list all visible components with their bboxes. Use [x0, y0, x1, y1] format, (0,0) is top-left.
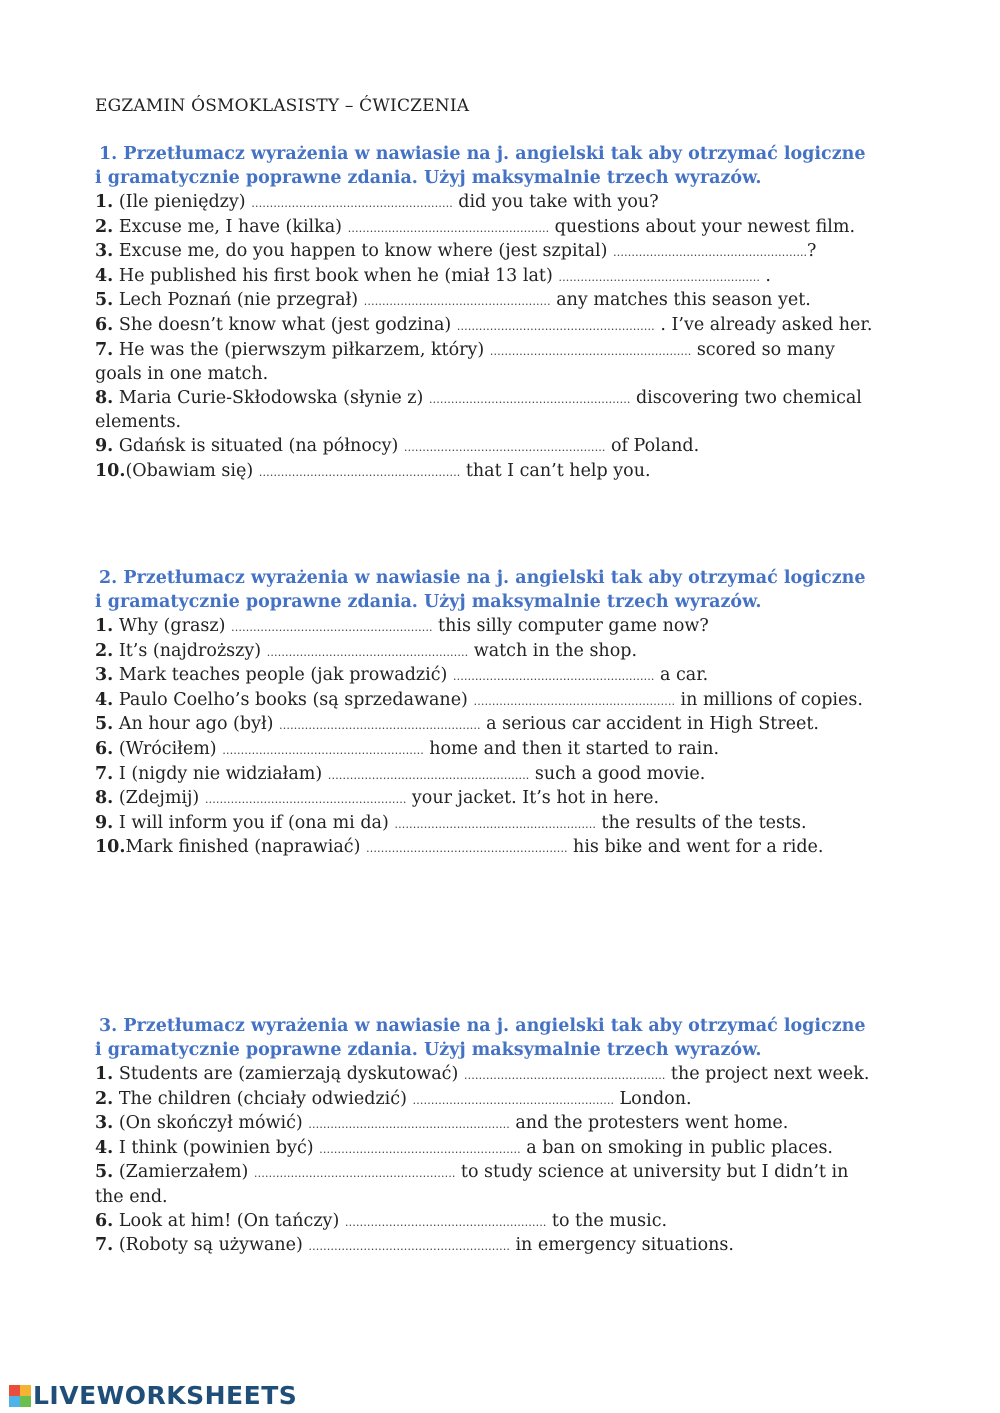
- item-number: 7.: [95, 763, 114, 784]
- answer-blank[interactable]: ……………………………………………….: [412, 1093, 614, 1107]
- item-number: 10.: [95, 460, 126, 481]
- exercise-item: [95, 713, 875, 738]
- item-number: 5.: [95, 714, 114, 735]
- exercise-item: [95, 216, 875, 241]
- item-number: 7.: [95, 339, 114, 360]
- item-number: 5.: [95, 1162, 114, 1183]
- exercise-item: [95, 787, 875, 812]
- item-prompt: Mark finished (naprawiać): [125, 837, 366, 858]
- item-continuation: your jacket. It’s hot in here.: [406, 788, 660, 809]
- item-number: 10.: [95, 837, 126, 858]
- item-continuation: a serious car accident in High Street.: [480, 714, 819, 735]
- item-continuation: home and then it started to rain.: [423, 738, 720, 759]
- item-prompt: She doesn’t know what (jest godzina): [113, 314, 457, 335]
- item-prompt: (Roboty są używane): [113, 1235, 309, 1256]
- item-prompt: Excuse me, do you happen to know where (jest szpital): [113, 241, 614, 262]
- exercise-item: [95, 265, 875, 290]
- item-continuation: and the protesters went home.: [509, 1113, 789, 1134]
- exercise-section-3: [95, 1015, 875, 1259]
- exercise-item: [95, 1063, 875, 1088]
- answer-blank[interactable]: ……………………………………………….: [463, 1069, 666, 1082]
- answer-blank[interactable]: ……………………………………………….: [266, 645, 469, 659]
- exercise-list: [95, 615, 875, 861]
- item-prompt: The children (chciały odwiedzić): [113, 1088, 413, 1109]
- exercise-item: [95, 387, 875, 435]
- answer-blank[interactable]: ……………………………………………….: [258, 465, 461, 479]
- item-number: 5.: [95, 290, 114, 311]
- item-number: 6.: [95, 738, 114, 759]
- exercise-instruction: Przetłumacz wyrażenia w nawiasie na j. angielski tak aby otrzymać logiczne i gramatycznie poprawne zdania. Użyj maksymalnie trzech wyrazów.: [95, 1016, 866, 1060]
- item-continuation: . I’ve already asked her.: [654, 314, 873, 335]
- item-prompt: I will inform you if (ona mi da): [113, 812, 395, 833]
- item-continuation: any matches this season yet.: [550, 290, 811, 311]
- logo-square: [20, 1385, 31, 1396]
- item-number: 4.: [95, 689, 114, 710]
- exercise-instruction: Przetłumacz wyrażenia w nawiasie na j. angielski tak aby otrzymać logiczne i gramatycznie poprawne zdania. Użyj maksymalnie trzech wyrazów.: [95, 568, 866, 612]
- logo-square: [20, 1396, 31, 1407]
- answer-blank[interactable]: ………………………………………………: [456, 319, 655, 333]
- item-continuation: of Poland.: [605, 435, 700, 456]
- answer-blank[interactable]: ……………………………………………….: [230, 621, 433, 634]
- item-prompt: (Wróciłem): [113, 738, 223, 759]
- item-number: 8.: [95, 387, 114, 408]
- answer-blank[interactable]: ……………………………………………….: [319, 1142, 521, 1156]
- item-continuation: .: [759, 265, 771, 286]
- exercise-item: [95, 240, 875, 265]
- answer-blank[interactable]: ……………………………………………….: [365, 842, 568, 856]
- item-continuation: such a good movie.: [529, 763, 706, 784]
- exercise-item: [95, 289, 875, 314]
- item-number: 3.: [95, 241, 114, 262]
- item-continuation: the results of the tests.: [595, 812, 807, 833]
- liveworksheets-logo: [9, 1381, 297, 1411]
- item-prompt: Gdańsk is situated (na północy): [113, 435, 404, 456]
- exercise-number: 1.: [99, 144, 118, 164]
- exercise-item: [95, 664, 875, 689]
- item-number: 3.: [95, 1113, 114, 1134]
- item-continuation: a car.: [654, 665, 709, 686]
- item-continuation: ?: [807, 241, 817, 262]
- exercise-item: [95, 689, 875, 714]
- answer-blank[interactable]: ……………………………………………….: [204, 793, 407, 807]
- logo-square: [9, 1385, 20, 1396]
- exercise-instruction: Przetłumacz wyrażenia w nawiasie na j. angielski tak aby otrzymać logiczne i gramatycznie poprawne zdania. Użyj maksymalnie trzech wyrazów.: [95, 144, 866, 188]
- exercise-heading: [95, 143, 875, 190]
- answer-blank[interactable]: ……………………………………………: [363, 295, 551, 309]
- item-number: 8.: [95, 788, 114, 809]
- answer-blank[interactable]: ……………………………………………….: [489, 344, 692, 358]
- answer-blank[interactable]: ……………………………………………….: [308, 1240, 510, 1254]
- exercise-item: [95, 1088, 875, 1113]
- item-prompt: He was the (pierwszym piłkarzem, który): [113, 339, 490, 360]
- answer-blank[interactable]: ……………………………………………….: [394, 817, 596, 831]
- liveworksheets-logo-icon: [9, 1385, 31, 1407]
- item-prompt: An hour ago (był): [113, 714, 280, 735]
- logo-square: [9, 1396, 20, 1407]
- item-number: 1.: [95, 192, 114, 212]
- item-prompt: (Zamierzałem): [113, 1162, 254, 1183]
- answer-blank[interactable]: ……………………………………………….: [347, 221, 550, 235]
- exercise-item: [95, 339, 875, 387]
- item-prompt: Excuse me, I have (kilka): [113, 216, 348, 237]
- item-prompt: Mark teaches people (jak prowadzić): [113, 665, 453, 686]
- page-title: EGZAMIN ÓSMOKLASISTY – ĆWICZENIA: [95, 96, 470, 116]
- item-continuation: in emergency situations.: [509, 1235, 734, 1256]
- item-prompt: (Zdejmij): [113, 788, 205, 809]
- item-continuation: that I can’t help you.: [460, 460, 651, 481]
- item-continuation: in millions of copies.: [674, 689, 863, 710]
- item-number: 2.: [95, 1088, 114, 1109]
- item-continuation: to the music.: [546, 1210, 668, 1231]
- exercise-item: [95, 435, 875, 460]
- exercise-item: [95, 460, 875, 485]
- exercise-item: [95, 1161, 875, 1209]
- exercise-item: [95, 836, 875, 861]
- exercise-section-2: [95, 567, 875, 861]
- exercise-list: [95, 191, 875, 484]
- exercise-item: [95, 191, 875, 216]
- item-continuation: scored so many goals in one match.: [95, 339, 835, 385]
- exercise-item: [95, 1137, 875, 1162]
- exercise-section-1: [95, 143, 875, 484]
- exercise-heading: [95, 1015, 875, 1062]
- exercise-number: 3.: [99, 1016, 118, 1036]
- item-continuation: London.: [613, 1088, 692, 1109]
- item-continuation: his bike and went for a ride.: [567, 837, 824, 858]
- answer-blank[interactable]: ……………………………………………..: [613, 246, 808, 260]
- answer-blank[interactable]: ……………………………………………….: [403, 440, 606, 454]
- item-continuation: this silly computer game now?: [432, 616, 709, 636]
- item-prompt: (Ile pieniędzy): [113, 192, 252, 212]
- answer-blank[interactable]: ……………………………………………….: [222, 743, 424, 757]
- exercise-heading: [95, 567, 875, 614]
- answer-blank[interactable]: ……………………………………………….: [308, 1118, 510, 1132]
- exercise-item: [95, 314, 875, 339]
- exercise-item: [95, 1234, 875, 1259]
- item-prompt: Lech Poznań (nie przegrał): [113, 290, 364, 311]
- answer-blank[interactable]: ……………………………………………….: [279, 719, 481, 733]
- item-continuation: did you take with you?: [452, 192, 659, 212]
- item-prompt: (Obawiam się): [125, 460, 259, 481]
- item-prompt: I think (powinien być): [113, 1137, 320, 1158]
- answer-blank[interactable]: ……………………………………………….: [473, 694, 675, 708]
- item-number: 1.: [95, 1064, 114, 1084]
- item-number: 7.: [95, 1235, 114, 1256]
- answer-blank[interactable]: ……………………………………………….: [558, 270, 760, 284]
- exercise-number: 2.: [99, 568, 118, 588]
- item-prompt: Why (grasz): [113, 616, 231, 636]
- answer-blank[interactable]: ……………………………………………….: [452, 670, 655, 684]
- item-prompt: It’s (najdroższy): [113, 640, 267, 661]
- exercise-item: [95, 812, 875, 837]
- item-number: 6.: [95, 1210, 114, 1231]
- exercise-item: [95, 738, 875, 763]
- item-prompt: Students are (zamierzają dyskutować): [113, 1064, 464, 1084]
- item-prompt: Paulo Coelho’s books (są sprzedawane): [113, 689, 474, 710]
- answer-blank[interactable]: ……………………………………………….: [428, 392, 631, 406]
- answer-blank[interactable]: ……………………………………………….: [327, 768, 530, 782]
- item-number: 9.: [95, 812, 114, 833]
- item-continuation: to study science at university but I didn’t in the end.: [95, 1162, 849, 1207]
- exercise-list: [95, 1063, 875, 1259]
- item-number: 1.: [95, 616, 114, 636]
- item-prompt: Look at him! (On tańczy): [113, 1210, 345, 1231]
- answer-blank[interactable]: ……………………………………………….: [344, 1215, 547, 1229]
- item-number: 2.: [95, 640, 114, 661]
- item-prompt: He published his first book when he (miał 13 lat): [113, 265, 559, 286]
- answer-blank[interactable]: ……………………………………………….: [253, 1167, 456, 1181]
- item-number: 3.: [95, 665, 114, 686]
- item-number: 4.: [95, 265, 114, 286]
- item-number: 6.: [95, 314, 114, 335]
- item-continuation: questions about your newest film.: [549, 216, 856, 237]
- item-prompt: (On skończył mówić): [113, 1113, 309, 1134]
- item-prompt: Maria Curie-Skłodowska (słynie z): [113, 387, 429, 408]
- exercise-item: [95, 1210, 875, 1235]
- exercise-item: [95, 1112, 875, 1137]
- item-number: 9.: [95, 435, 114, 456]
- item-continuation: discovering two chemical elements.: [95, 387, 862, 433]
- item-number: 4.: [95, 1137, 114, 1158]
- item-continuation: a ban on smoking in public places.: [520, 1137, 833, 1158]
- item-continuation: watch in the shop.: [468, 640, 638, 661]
- exercise-item: [95, 640, 875, 665]
- exercise-item: [95, 763, 875, 788]
- answer-blank[interactable]: ……………………………………………….: [251, 197, 453, 210]
- item-continuation: the project next week.: [665, 1064, 870, 1084]
- logo-text: LIVEWORKSHEETS: [33, 1381, 298, 1410]
- item-prompt: I (nigdy nie widziałam): [113, 763, 328, 784]
- exercise-item: [95, 615, 875, 640]
- item-number: 2.: [95, 216, 114, 237]
